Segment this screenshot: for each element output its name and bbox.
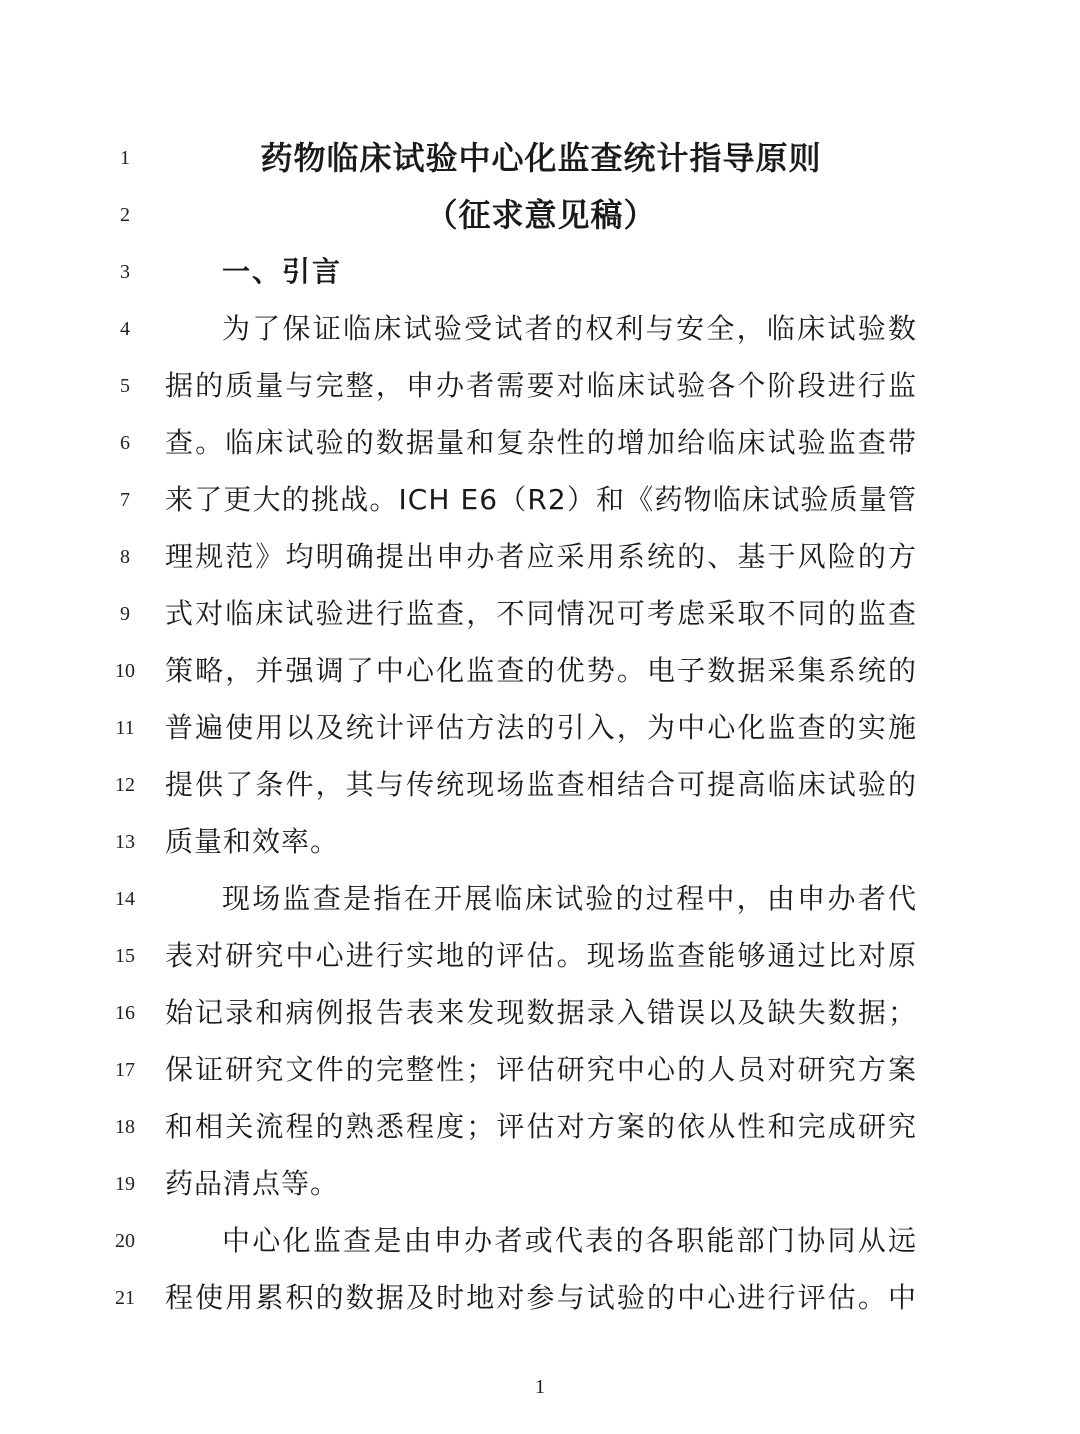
line-16 [0, 985, 1080, 1041]
body-text-line: 保证研究文件的完整性；评估研究中心的人员对研究方案 [165, 1053, 917, 1086]
body-text-line: 理规范》均明确提出申办者应采用系统的、基于风险的方 [165, 540, 917, 573]
line-number: 10 [115, 660, 135, 682]
body-text-line: 查。临床试验的数据量和复杂性的增加给临床试验监查带 [165, 426, 917, 459]
line-21 [0, 1270, 1080, 1326]
body-text-line: 来了更大的挑战。ICH E6（R2）和《药物临床试验质量管 [165, 483, 917, 516]
line-15 [0, 928, 1080, 984]
line-number: 8 [120, 546, 130, 568]
line-number: 20 [115, 1230, 135, 1252]
line-number: 1 [120, 147, 130, 169]
document-title: 药物临床试验中心化监查统计指导原则 [260, 139, 822, 177]
body-text-line: 和相关流程的熟悉程度；评估对方案的依从性和完成研究 [165, 1110, 917, 1143]
line-2 [0, 187, 1080, 243]
section-heading: 一、引言 [222, 255, 343, 288]
body-text-line: 提供了条件，其与传统现场监查相结合可提高临床试验的 [165, 768, 917, 801]
line-number: 6 [120, 432, 130, 454]
line-number: 5 [120, 375, 130, 397]
line-5 [0, 358, 1080, 414]
line-number: 9 [120, 603, 130, 625]
line-number: 13 [115, 831, 135, 853]
body-text-line: 普遍使用以及统计评估方法的引入，为中心化监查的实施 [165, 711, 917, 744]
line-number: 19 [115, 1173, 135, 1195]
line-10 [0, 643, 1080, 699]
line-19 [0, 1156, 1080, 1212]
line-number: 7 [120, 489, 130, 511]
body-text-line: 表对研究中心进行实地的评估。现场监查能够通过比对原 [165, 939, 917, 972]
line-12 [0, 757, 1080, 813]
body-text-line: 药品清点等。 [165, 1167, 340, 1200]
line-18 [0, 1099, 1080, 1155]
line-11 [0, 700, 1080, 756]
line-3 [0, 244, 1080, 300]
line-13 [0, 814, 1080, 870]
line-number: 18 [115, 1116, 135, 1138]
body-text-line: 中心化监查是由申办者或代表的各职能部门协同从远 [222, 1224, 917, 1257]
body-text-line: 始记录和病例报告表来发现数据录入错误以及缺失数据； [165, 996, 917, 1029]
body-text-line: 策略，并强调了中心化监查的优势。电子数据采集系统的 [165, 654, 917, 687]
line-number: 17 [115, 1059, 135, 1081]
line-9 [0, 586, 1080, 642]
line-7 [0, 472, 1080, 528]
body-text-line: 为了保证临床试验受试者的权利与安全，临床试验数 [222, 312, 917, 345]
line-number: 15 [115, 945, 135, 967]
line-20 [0, 1213, 1080, 1269]
body-text-line: 据的质量与完整，申办者需要对临床试验各个阶段进行监 [165, 369, 917, 402]
line-17 [0, 1042, 1080, 1098]
line-6 [0, 415, 1080, 471]
line-1 [0, 130, 1080, 186]
line-number: 2 [120, 204, 130, 226]
line-number: 21 [115, 1287, 135, 1309]
line-8 [0, 529, 1080, 585]
line-number: 11 [115, 717, 135, 739]
body-text-line: 质量和效率。 [165, 825, 340, 858]
line-number: 16 [115, 1002, 135, 1024]
line-number: 14 [115, 888, 135, 910]
document-subtitle: （征求意见稿） [425, 196, 657, 234]
line-4 [0, 301, 1080, 357]
body-text-line: 式对临床试验进行监查，不同情况可考虑采取不同的监查 [165, 597, 917, 630]
line-number: 3 [120, 261, 130, 283]
line-14 [0, 871, 1080, 927]
page-number: 1 [535, 1376, 545, 1398]
body-text-line: 现场监查是指在开展临床试验的过程中，由申办者代 [222, 882, 917, 915]
body-text-line: 程使用累积的数据及时地对参与试验的中心进行评估。中 [165, 1281, 917, 1314]
line-number: 4 [120, 318, 130, 340]
line-number: 12 [115, 774, 135, 796]
